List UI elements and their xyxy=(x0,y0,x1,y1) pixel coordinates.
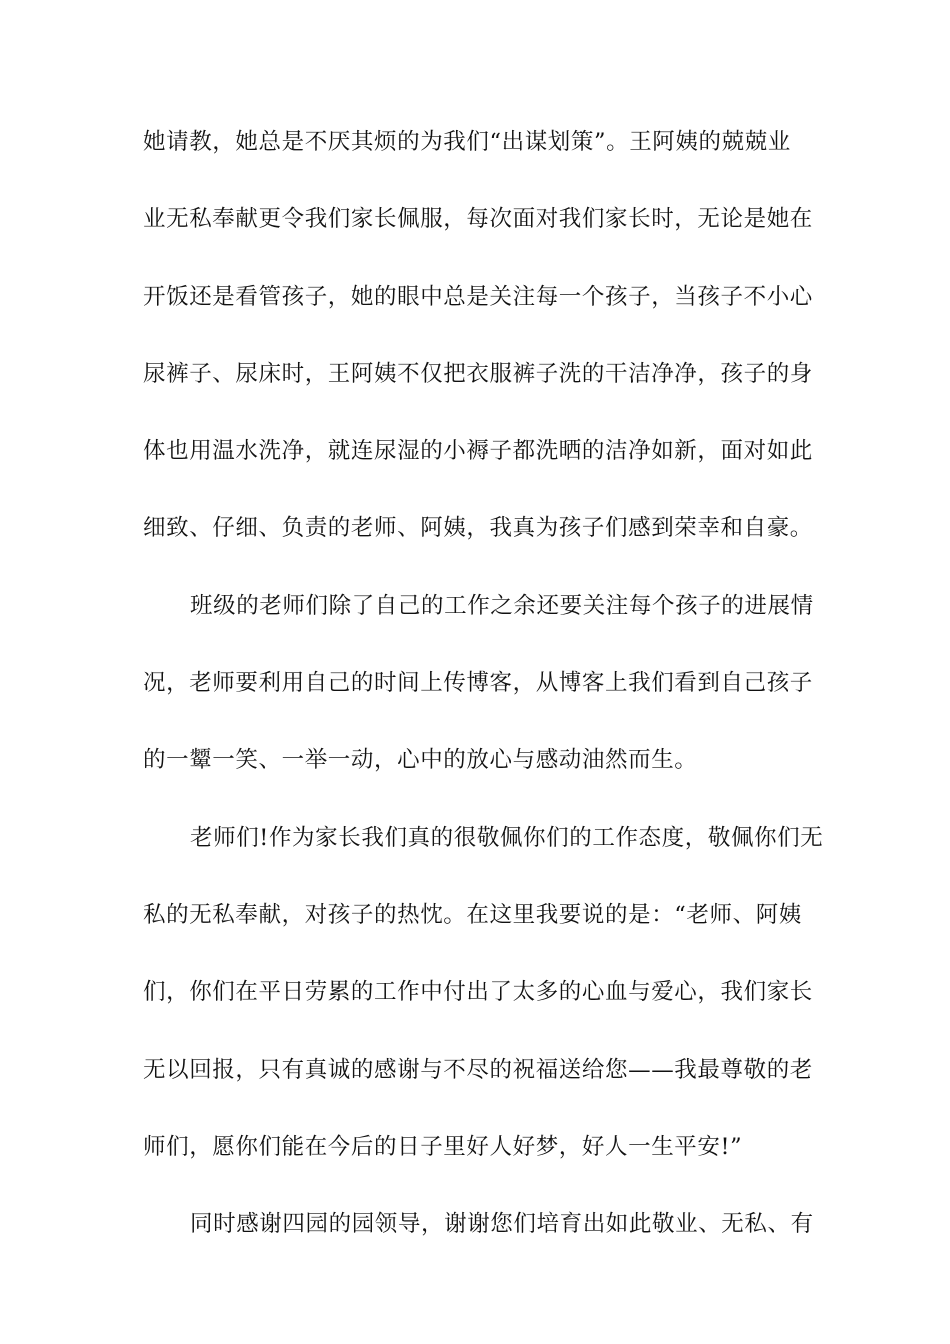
text-line: 况，老师要利用自己的时间上传博客，从博客上我们看到自己孩子 xyxy=(143,670,813,697)
text-line: 私的无私奉献，对孩子的热忱。在这里我要说的是：“老师、阿姨 xyxy=(143,901,802,928)
text-line: 业无私奉献更令我们家长佩服，每次面对我们家长时，无论是她在 xyxy=(143,206,813,233)
text-line: 师们，愿你们能在今后的日子里好人好梦，好人一生平安!” xyxy=(143,1133,743,1160)
text-line: 无以回报，只有真诚的感谢与不尽的祝福送给您——我最尊敬的老 xyxy=(143,1056,813,1083)
text-line: 开饭还是看管孩子，她的眼中总是关注每一个孩子，当孩子不小心 xyxy=(143,283,813,310)
text-line: 的一颦一笑、一举一动，心中的放心与感动油然而生。 xyxy=(143,747,698,774)
text-line: 体也用温水洗净，就连尿湿的小褥子都洗晒的洁净如新，面对如此 xyxy=(143,438,813,465)
text-line: 尿裤子、尿床时，王阿姨不仅把衣服裤子洗的干洁净净，孩子的身 xyxy=(143,360,813,387)
text-line: 她请教，她总是不厌其烦的为我们“出谋划策”。王阿姨的兢兢业 xyxy=(143,129,791,155)
document-body xyxy=(143,129,824,1291)
text-line: 班级的老师们除了自己的工作之余还要关注每个孩子的进展情 xyxy=(190,592,814,619)
text-line: 老师们!作为家长我们真的很敬佩你们的工作态度，敬佩你们无 xyxy=(190,824,824,851)
text-line: 细致、仔细、负责的老师、阿姨，我真为孩子们感到荣幸和自豪。 xyxy=(143,515,813,542)
text-line: 同时感谢四园的园领导，谢谢您们培育出如此敬业、无私、有 xyxy=(190,1211,814,1238)
text-line: 们，你们在平日劳累的工作中付出了太多的心血与爱心，我们家长 xyxy=(143,979,813,1006)
